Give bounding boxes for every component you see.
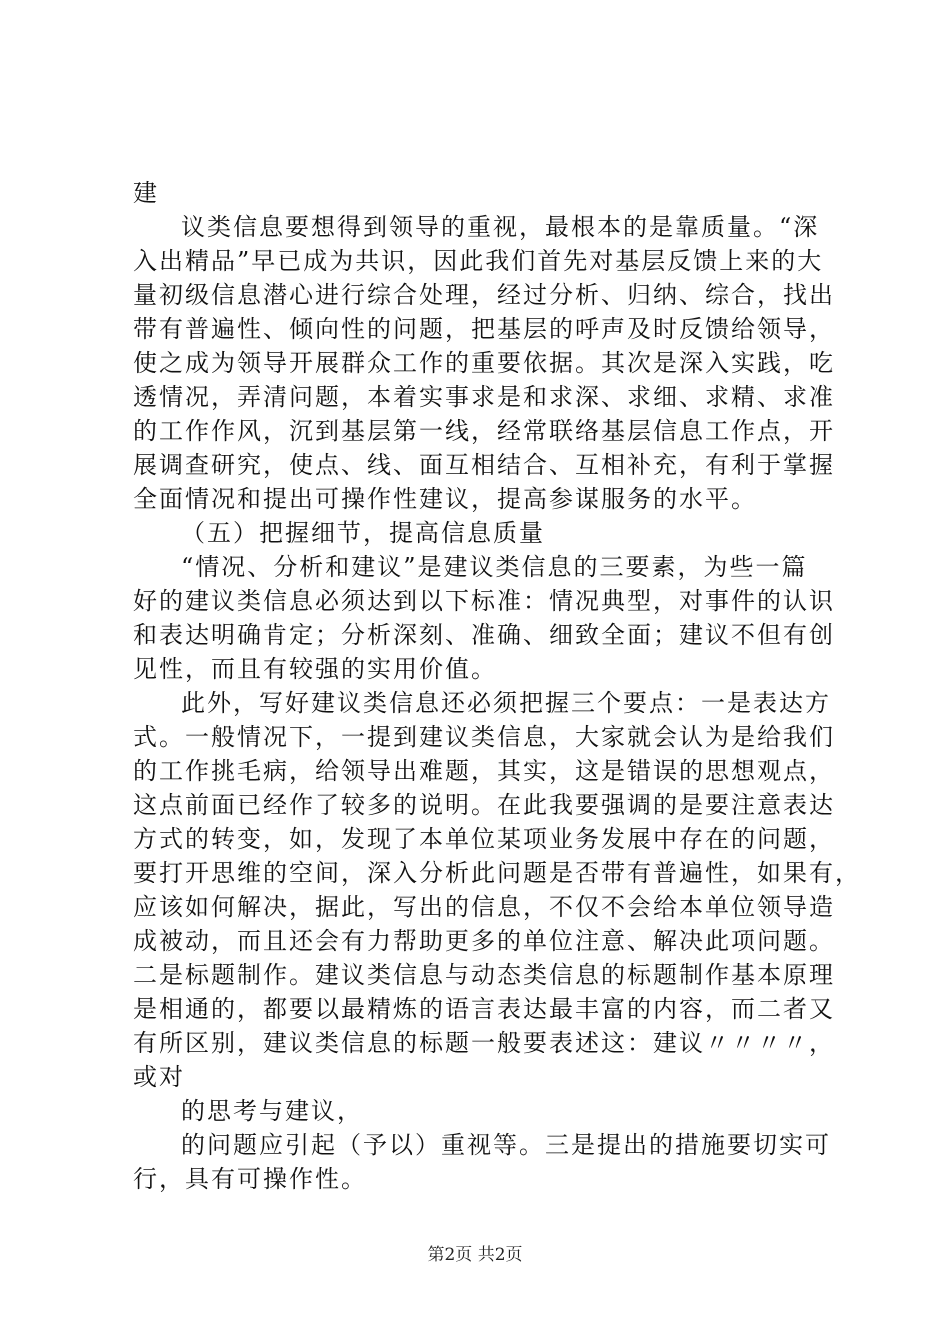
paragraph-line: 好的建议类信息必须达到以下标准：情况典型，对事件的认识 [133,587,835,615]
paragraph-line: 的工作挑毛病，给领导出难题，其实，这是错误的思想观点， [133,757,835,785]
paragraph-line: 行，具有可操作性。 [133,1165,367,1193]
paragraph-line: 透情况，弄清问题，本着实事求是和求深、求细、求精、求准 [133,383,835,411]
section-heading: （五）把握细节，提高信息质量 [181,519,545,547]
paragraph-line: “情况、分析和建议”是建议类信息的三要素，为些一篇 [181,553,808,581]
paragraph-line: 应该如何解决，据此，写出的信息，不仅不会给本单位领导造 [133,893,835,921]
paragraph-line: 有所区别，建议类信息的标题一般要表述这：建议〃〃〃〃， [133,1029,835,1057]
paragraph-line: 展调查研究，使点、线、面互相结合、互相补充，有利于掌握 [133,451,835,479]
paragraph-line: 的思考与建议， [181,1097,363,1125]
paragraph-line: 这点前面已经作了较多的说明。在此我要强调的是要注意表达 [133,791,835,819]
paragraph-line: 此外，写好建议类信息还必须把握三个要点：一是表达方 [181,689,831,717]
paragraph-line: 二是标题制作。建议类信息与动态类信息的标题制作基本原理 [133,961,835,989]
page-number: 第2页 共2页 [427,1245,523,1265]
paragraph-line: 成被动，而且还会有力帮助更多的单位注意、解决此项问题。 [133,927,835,955]
paragraph-line: 要打开思维的空间，深入分析此问题是否带有普遍性，如果有， [133,859,861,887]
paragraph-line: 是相通的，都要以最精炼的语言表达最丰富的内容，而二者又 [133,995,835,1023]
paragraph-line: 入出精品”早已成为共识，因此我们首先对基层反馈上来的大 [133,247,824,275]
paragraph-line: 量初级信息潜心进行综合处理，经过分析、归纳、综合，找出 [133,281,835,309]
paragraph-line: 和表达明确肯定；分析深刻、准确、细致全面；建议不但有创 [133,621,835,649]
paragraph-line: 的工作作风，沉到基层第一线，经常联络基层信息工作点，开 [133,417,835,445]
paragraph-line: 议类信息要想得到领导的重视，最根本的是靠质量。“深 [181,213,820,241]
paragraph-line: 式。一般情况下，一提到建议类信息，大家就会认为是给我们 [133,723,835,751]
paragraph-line: 建 [133,179,159,207]
paragraph-line: 使之成为领导开展群众工作的重要依据。其次是深入实践，吃 [133,349,835,377]
paragraph-line: 或对 [133,1063,185,1091]
paragraph-line: 见性，而且有较强的实用价值。 [133,655,497,683]
paragraph-line: 带有普遍性、倾向性的问题，把基层的呼声及时反馈给领导， [133,315,835,343]
paragraph-line: 的问题应引起（予以）重视等。三是提出的措施要切实可 [181,1131,831,1159]
paragraph-line: 全面情况和提出可操作性建议，提高参谋服务的水平。 [133,485,757,513]
paragraph-line: 方式的转变，如，发现了本单位某项业务发展中存在的问题， [133,825,835,853]
